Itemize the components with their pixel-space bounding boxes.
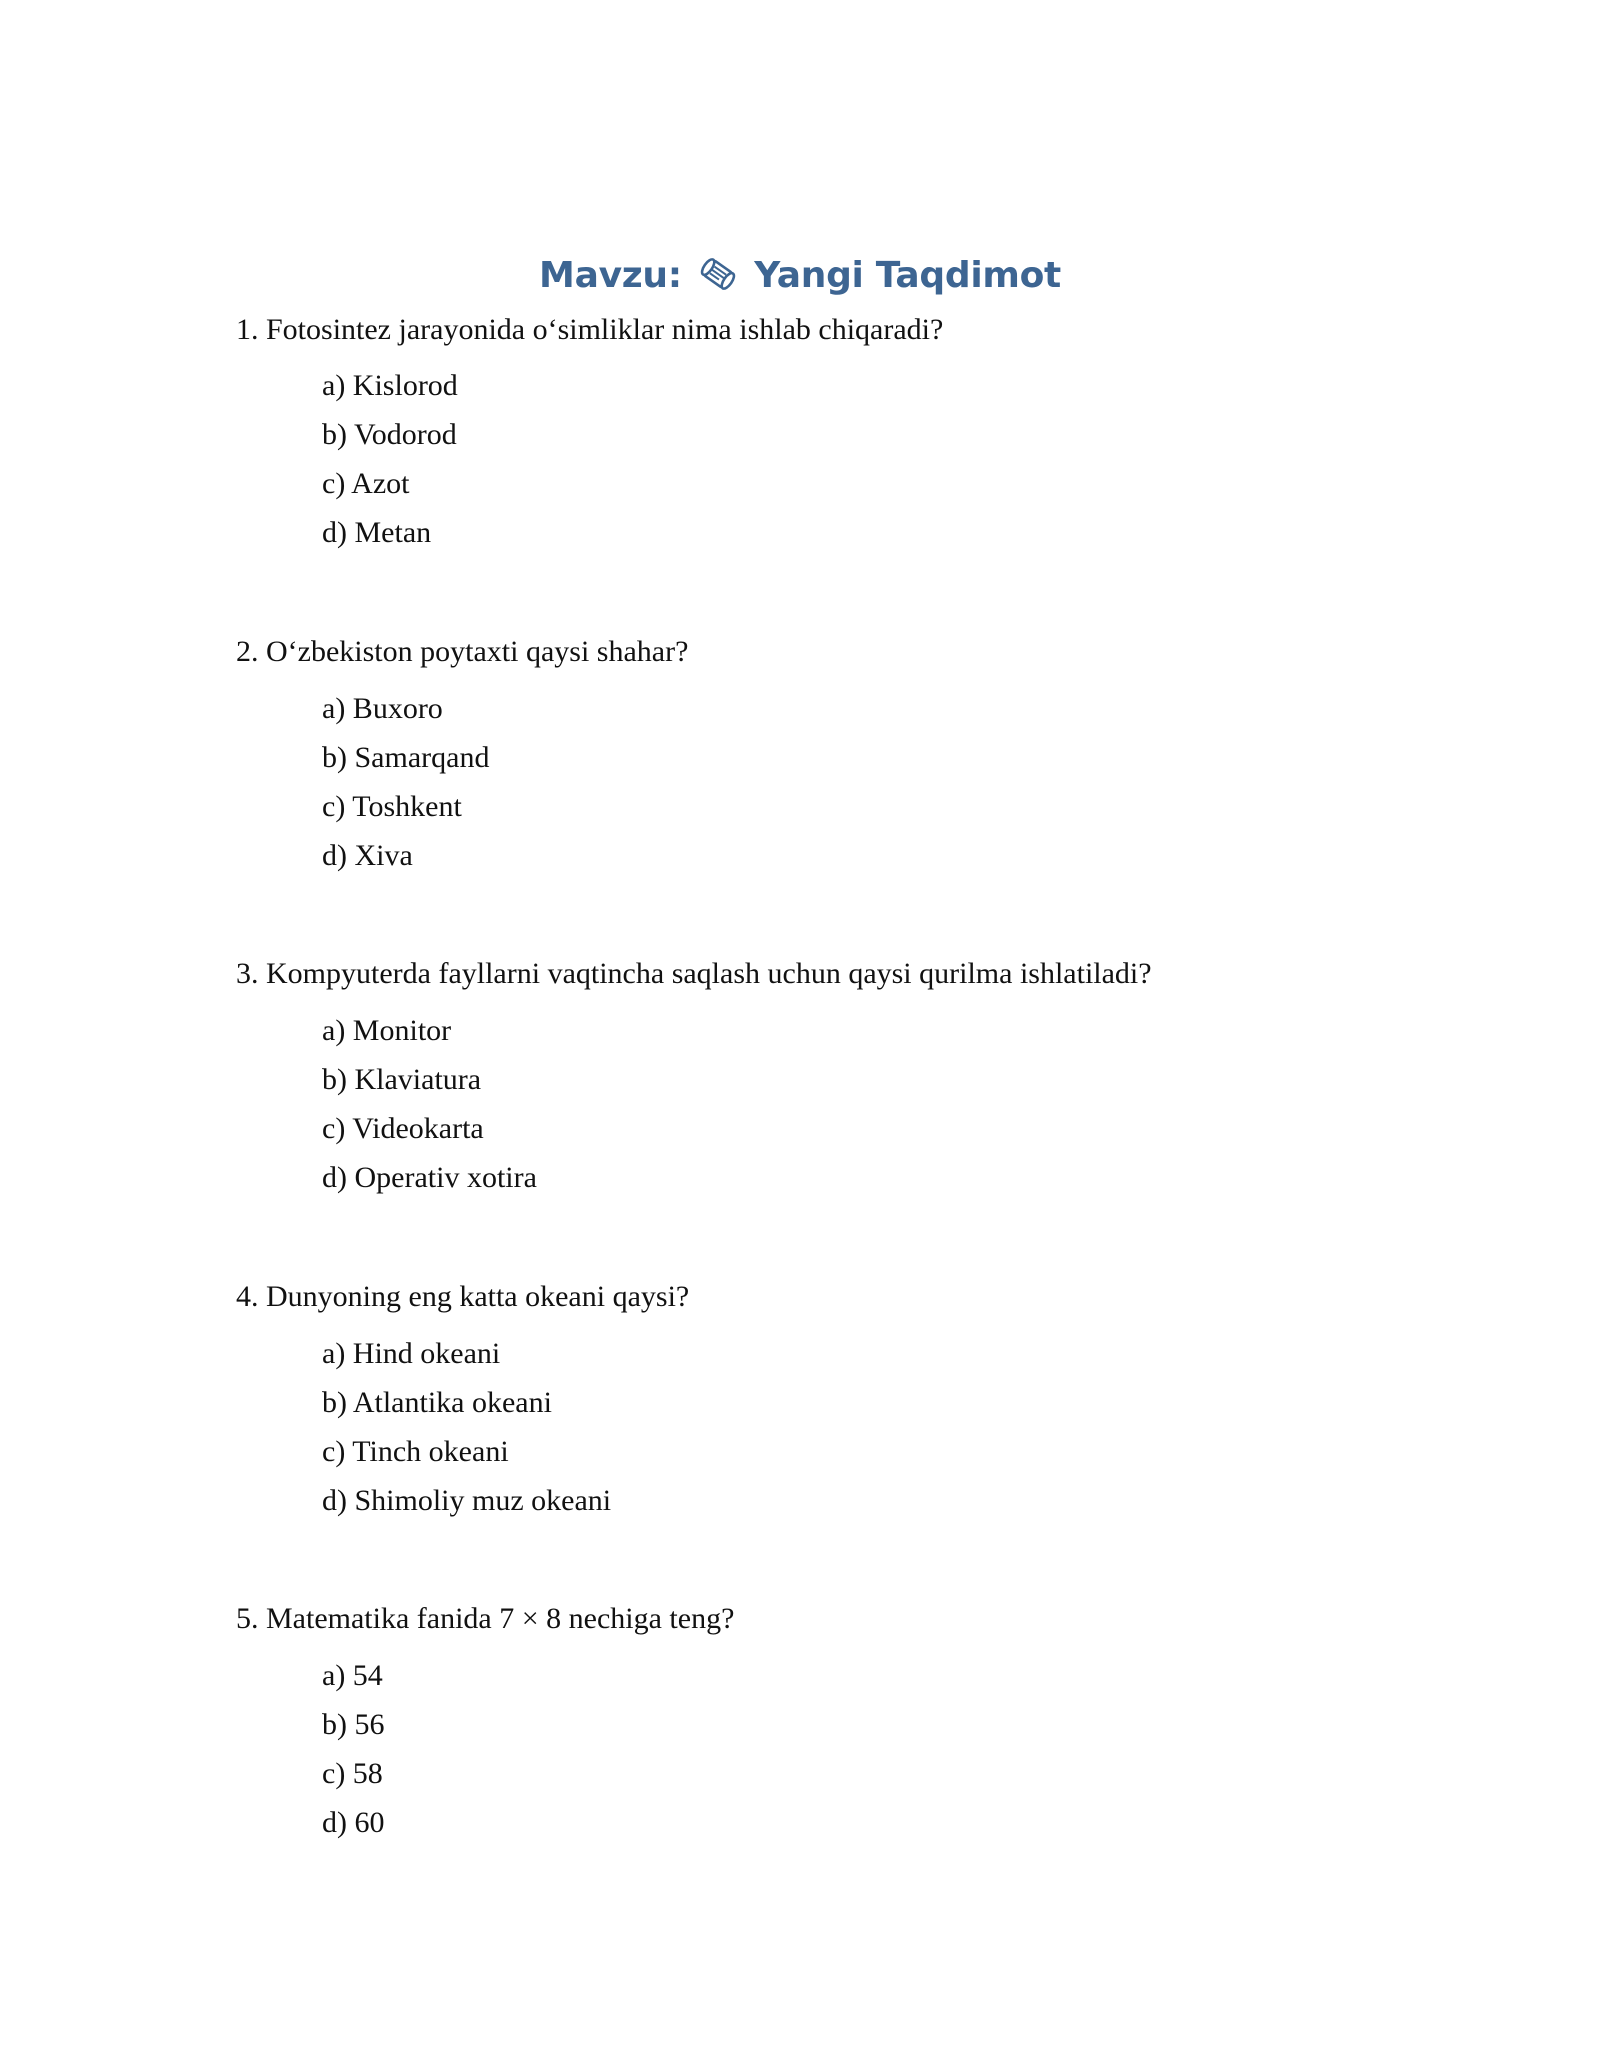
question-4: 4. Dunyoning eng katta okeani qaysi? <box>236 1280 690 1313</box>
question-5-option-b: b) 56 <box>322 1708 385 1741</box>
question-1-option-c: c) Azot <box>322 467 410 500</box>
question-2-option-a: a) Buxoro <box>322 692 443 725</box>
question-2: 2. O‘zbekiston poytaxti qaysi shahar? <box>236 635 689 668</box>
question-2-option-c: c) Toshkent <box>322 790 462 823</box>
title-text: Yangi Taqdimot <box>754 255 1061 296</box>
question-2-option-d: d) Xiva <box>322 839 413 872</box>
question-5: 5. Matematika fanida 7 × 8 nechiga teng? <box>236 1602 735 1635</box>
question-4-option-c: c) Tinch okeani <box>322 1435 509 1468</box>
title-prefix: Mavzu: <box>539 255 682 296</box>
question-5-option-a: a) 54 <box>322 1659 383 1692</box>
question-4-option-d: d) Shimoliy muz okeani <box>322 1484 612 1517</box>
question-3: 3. Kompyuterda fayllarni vaqtincha saqlash uchun qaysi qurilma ishlatiladi? <box>236 957 1152 990</box>
question-1-option-b: b) Vodorod <box>322 418 457 451</box>
question-3-option-c: c) Videokarta <box>322 1112 484 1145</box>
question-3-option-b: b) Klaviatura <box>322 1063 482 1096</box>
question-4-option-a: a) Hind okeani <box>322 1337 501 1370</box>
question-1-option-a: a) Kislorod <box>322 369 458 402</box>
question-4-option-b: b) Atlantika okeani <box>322 1386 552 1419</box>
question-2-option-b: b) Samarqand <box>322 741 490 774</box>
question-3-option-d: d) Operativ xotira <box>322 1161 537 1194</box>
question-1-option-d: d) Metan <box>322 516 432 549</box>
question-5-option-c: c) 58 <box>322 1757 383 1790</box>
question-5-option-d: d) 60 <box>322 1806 385 1839</box>
question-3-option-a: a) Monitor <box>322 1014 452 1047</box>
scroll-icon <box>698 254 738 294</box>
question-1: 1. Fotosintez jarayonida o‘simliklar nima ishlab chiqaradi? <box>236 313 944 346</box>
page-title <box>0 248 1600 304</box>
